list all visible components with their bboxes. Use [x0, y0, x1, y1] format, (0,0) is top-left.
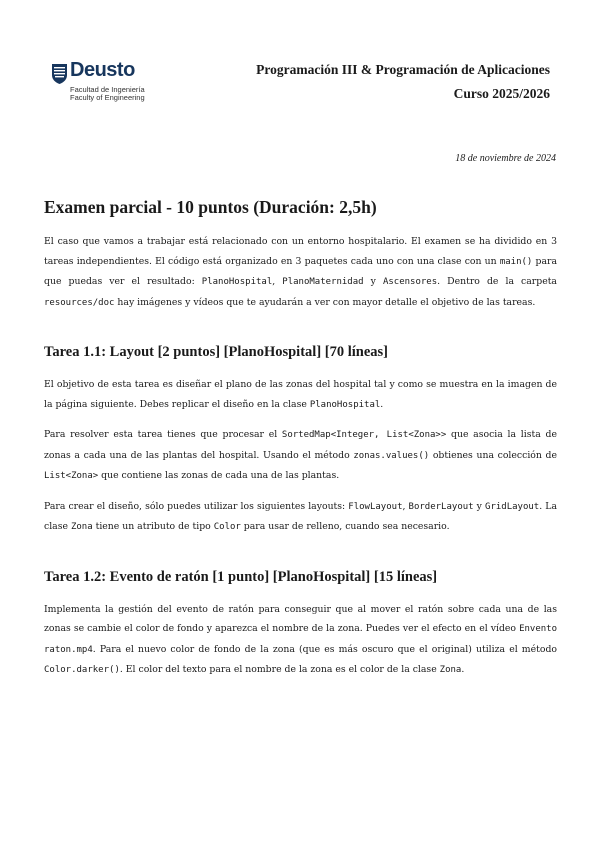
exam-date: 18 de noviembre de 2024: [455, 153, 556, 164]
logo-subtitle-es: Facultad de Ingeniería: [70, 85, 145, 94]
document-body: [44, 196, 557, 691]
task2-paragraph-1: Implementa la gestión del evento de ratón para conseguir que al mover el ratón sobre cada una de las zonas se cambie el color de fondo y aparezca el nombre de la zona. Puedes ver el efecto en el vídeo Envento raton.mp4. Para el nuevo color de fondo de la zona (que es más oscuro que el original) utiliza el método Color.darker(). El color del texto para el nombre de la zona es el color de la clase Zona.: [44, 603, 557, 675]
deusto-shield-icon: [52, 64, 67, 84]
exam-title: Examen parcial - 10 puntos (Duración: 2,5h): [44, 197, 377, 217]
task1-paragraph-1: El objetivo de esta tarea es diseñar el plano de las zonas del hospital tal y como se muestra en la imagen de la página siguiente. Debes replicar el diseño en la clase PlanoHospital.: [44, 379, 557, 410]
task1-paragraph-2: Para resolver esta tarea tienes que procesar el SortedMap<Integer, List<Zona>> que asocia la lista de zonas a cada una de las plantas del hospital. Usando el método zonas.values() obtienes una colección de List<Zona> que contiene las zonas de cada una de las plantas.: [44, 429, 557, 481]
intro-paragraph: El caso que vamos a trabajar está relacionado con un entorno hospitalario. El examen se ha dividido en 3 tareas independientes. El código está organizado en 3 paquetes cada uno con una clase con un main() para que puedas ver el resultado: PlanoHospital, PlanoMaternidad y Ascensores. Dentro de la carpeta resources/doc hay imágenes y vídeos que te ayudarán a ver con mayor detalle el objetivo de las tareas.: [44, 236, 557, 308]
task1-paragraph-3: Para crear el diseño, sólo puedes utilizar los siguientes layouts: FlowLayout, BorderLayout y GridLayout. La clase Zona tiene un atributo de tipo Color para usar de relleno, cuando sea necesario.: [44, 500, 557, 532]
task2-title: Tarea 1.2: Evento de ratón [1 punto] [PlanoHospital] [15 líneas]: [44, 568, 438, 585]
deusto-logo: [52, 59, 162, 108]
logo-subtitle-en: Faculty of Engineering: [70, 93, 145, 102]
task1-title: Tarea 1.1: Layout [2 puntos] [PlanoHospital] [70 líneas]: [44, 344, 388, 360]
course-year: Curso 2025/2026: [453, 86, 550, 101]
logo-wordmark: Deusto: [70, 59, 135, 81]
course-title: Programación III & Programación de Aplicaciones: [256, 62, 550, 77]
